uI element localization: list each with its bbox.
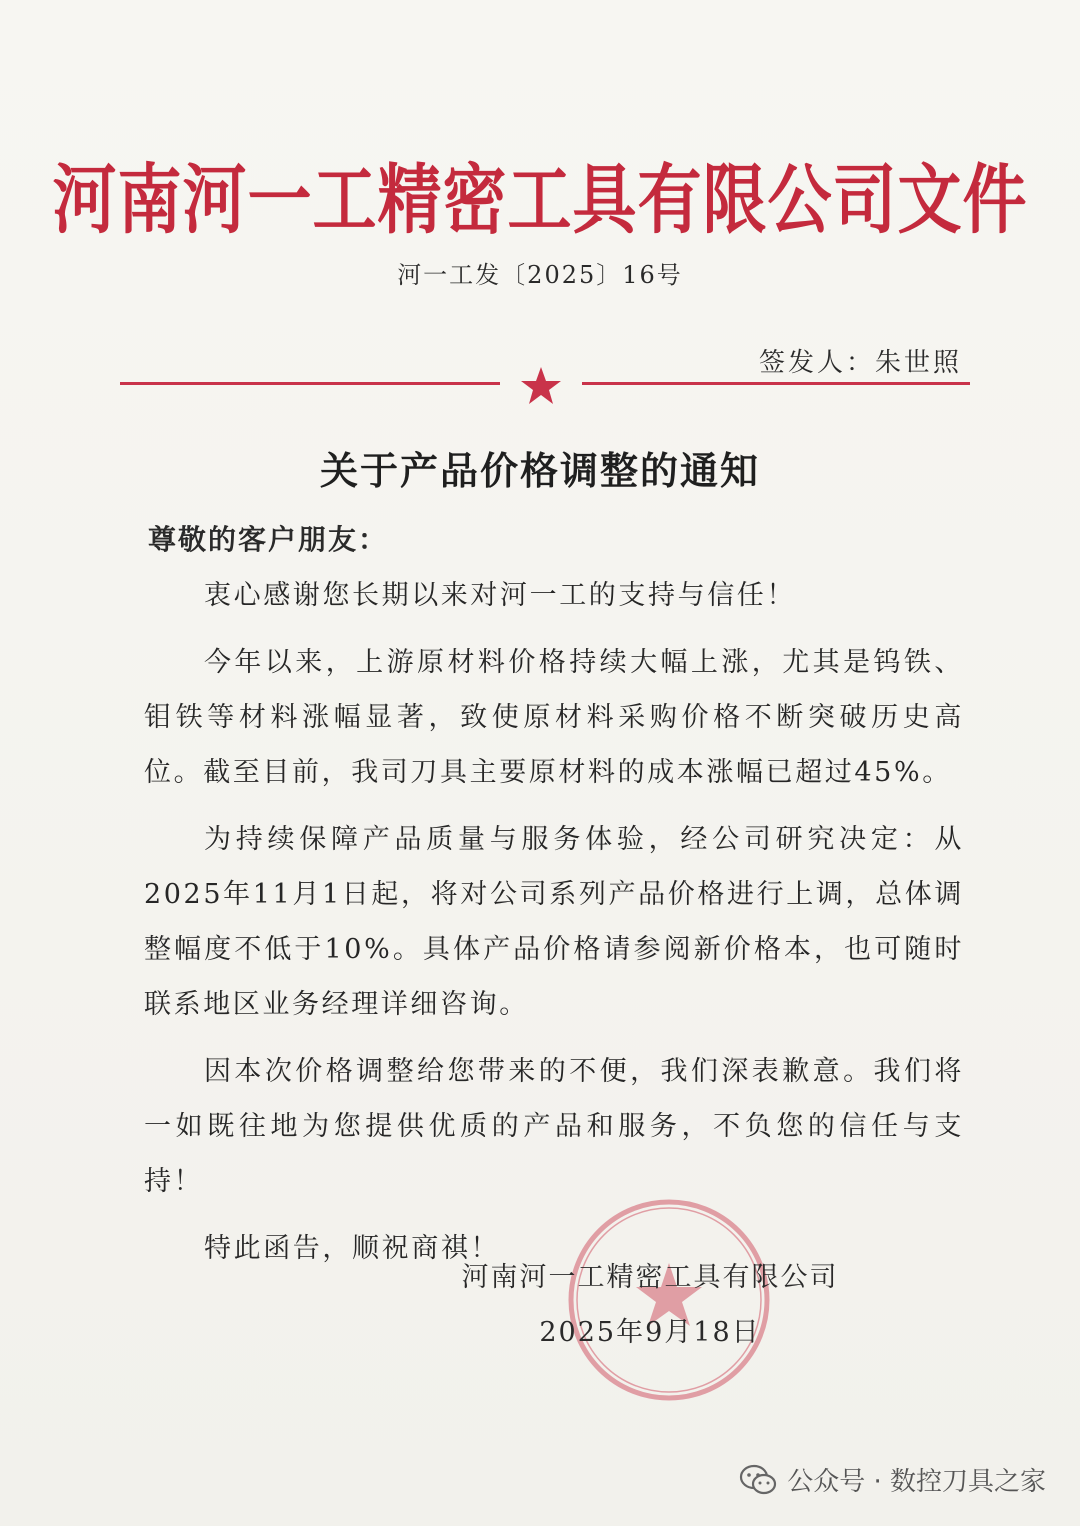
document-number: 河一工发〔2025〕16号 <box>397 261 683 289</box>
org-header-title: 河南河一工精密工具有限公司文件 <box>52 157 1028 246</box>
paragraph-cost-increase: 今年以来，上游原材料价格持续大幅上涨，尤其是钨铁、钼铁等材料涨幅显著，致使原材料采购价格不断突破历史高位。截至目前，我司刀具主要原材料的成本涨幅已超过45%。 <box>144 647 964 788</box>
notice-body <box>144 568 964 1288</box>
paragraph-price-adjustment: 为持续保障产品质量与服务体验，经公司研究决定：从2025年11月1日起，将对公司系列产品价格进行上调，总体调整幅度不低于10%。具体产品价格请参阅新价格本，也可随时联系地区业务经理详细咨询。 <box>144 824 964 1020</box>
wechat-icon <box>739 1464 777 1496</box>
red-star-icon <box>520 366 562 406</box>
salutation: 尊敬的客户朋友： <box>148 523 389 556</box>
signature-block <box>450 1250 850 1360</box>
red-rule-right <box>582 382 970 385</box>
signature-date: 2025年9月18日 <box>539 1317 761 1348</box>
paragraph-thanks: 衷心感谢您长期以来对河一工的支持与信任！ <box>204 580 796 611</box>
watermark-footer <box>739 1461 1046 1498</box>
paragraph-closing: 特此函告，顺祝商祺！ <box>204 1233 500 1264</box>
paragraph-apology: 因本次价格调整给您带来的不便，我们深表歉意。我们将一如既往地为您提供优质的产品和服务，不负您的信任与支持！ <box>144 1056 964 1197</box>
red-rule-left <box>120 382 500 385</box>
signature-company: 河南河一工精密工具有限公司 <box>461 1262 839 1293</box>
notice-title: 关于产品价格调整的通知 <box>319 448 760 493</box>
watermark-label: 公众号 · 数控刀具之家 <box>787 1467 1046 1497</box>
issuer-line: 签发人：朱世照 <box>758 348 962 378</box>
